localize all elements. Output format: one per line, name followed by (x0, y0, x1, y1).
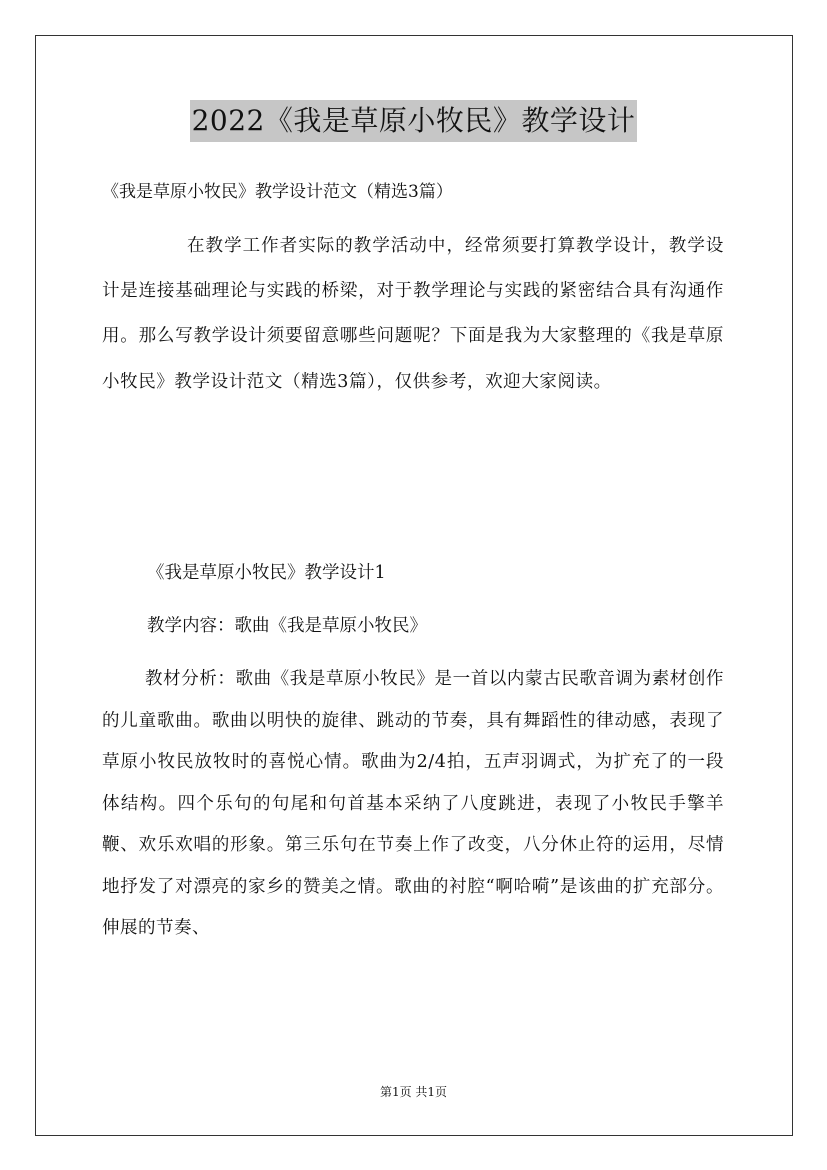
section-heading: 《我是草原小牧民》教学设计1 (147, 563, 386, 583)
title-container (0, 100, 827, 142)
document-subtitle: 《我是草原小牧民》教学设计范文（精选3篇） (102, 182, 453, 202)
document-title: 2022《我是草原小牧民》教学设计 (190, 100, 638, 142)
analysis-paragraph: 教材分析：歌曲《我是草原小牧民》是一首以内蒙古民歌音调为素材创作的儿童歌曲。歌曲以明快的旋律、跳动的节奏，具有舞蹈性的律动感，表现了草原小牧民放牧时的喜悦心情。歌曲为2/4拍，五声羽调式，为扩充了的一段体结构。四个乐句的句尾和句首基本采纳了八度跳进，表现了小牧民手擎羊鞭、欢乐欢唱的形象。第三乐句在节奏上作了改变，八分休止符的运用，尽情地抒发了对漂亮的家乡的赞美之情。歌曲的衬腔“啊哈嗬”是该曲的扩充部分。伸展的节奏、 (102, 669, 724, 938)
page-footer: 第1页 共1页 (379, 1085, 448, 1099)
intro-paragraph: 在教学工作者实际的教学活动中，经常须要打算教学设计，教学设计是连接基础理论与实践的桥梁，对于教学理论与实践的紧密结合具有沟通作用。那么写教学设计须要留意哪些问题呢？下面是我为大家整理的《我是草原小牧民》教学设计范文（精选3篇），仅供参考，欢迎大家阅读。 (102, 236, 724, 392)
teaching-content-line: 教学内容：歌曲《我是草原小牧民》 (147, 616, 427, 636)
